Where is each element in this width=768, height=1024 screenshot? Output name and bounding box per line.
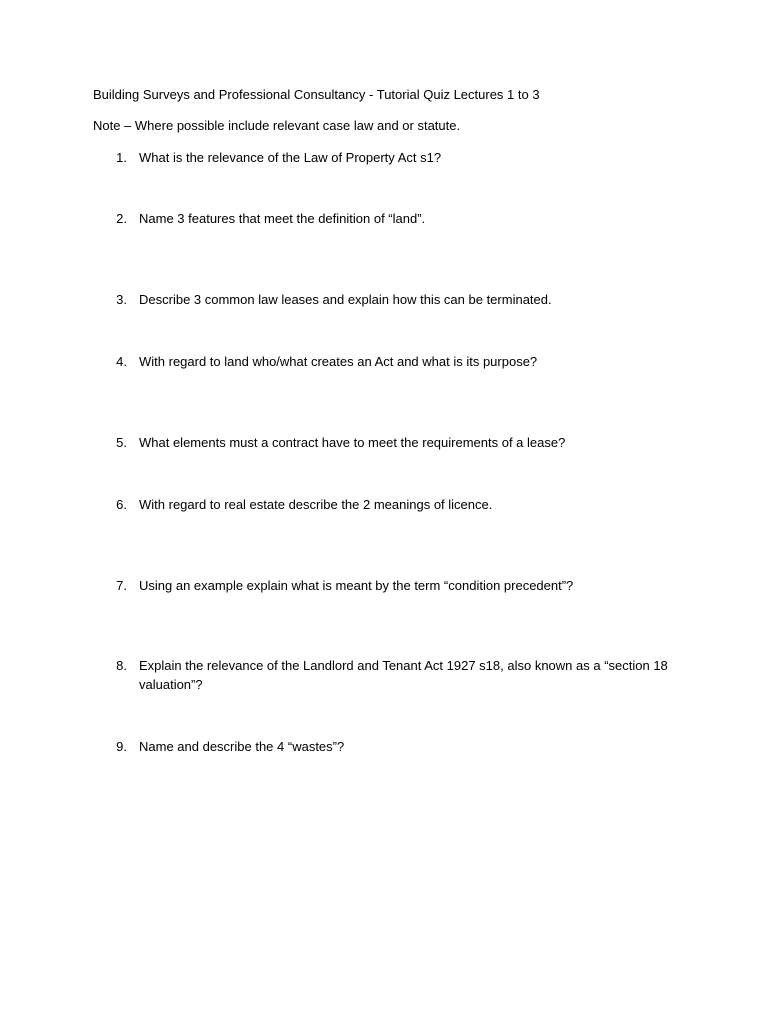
document-title: Building Surveys and Professional Consultancy - Tutorial Quiz Lectures 1 to 3	[93, 87, 540, 102]
question-number: 9.	[116, 739, 127, 754]
question-text: What elements must a contract have to meet the requirements of a lease?	[139, 435, 566, 450]
question-text: Using an example explain what is meant by the term “condition precedent”?	[139, 578, 574, 593]
question-text: Explain the relevance of the Landlord and Tenant Act 1927 s18, also known as a “section 18 valuation”?	[139, 658, 668, 692]
document-note: Note – Where possible include relevant case law and or statute.	[93, 118, 461, 133]
question-number: 2.	[116, 211, 127, 226]
question-text: With regard to land who/what creates an Act and what is its purpose?	[139, 354, 538, 369]
question-number: 7.	[116, 578, 127, 593]
question-text: Describe 3 common law leases and explain how this can be terminated.	[139, 292, 552, 307]
question-number: 1.	[116, 150, 127, 165]
question-text: What is the relevance of the Law of Property Act s1?	[139, 150, 442, 165]
question-number: 8.	[116, 658, 127, 673]
question-number: 4.	[116, 354, 127, 369]
question-number: 5.	[116, 435, 127, 450]
question-number: 3.	[116, 292, 127, 307]
question-text: Name 3 features that meet the definition of “land”.	[139, 211, 426, 226]
question-text: With regard to real estate describe the 2 meanings of licence.	[139, 497, 493, 512]
question-number: 6.	[116, 497, 127, 512]
question-text: Name and describe the 4 “wastes”?	[139, 739, 345, 754]
